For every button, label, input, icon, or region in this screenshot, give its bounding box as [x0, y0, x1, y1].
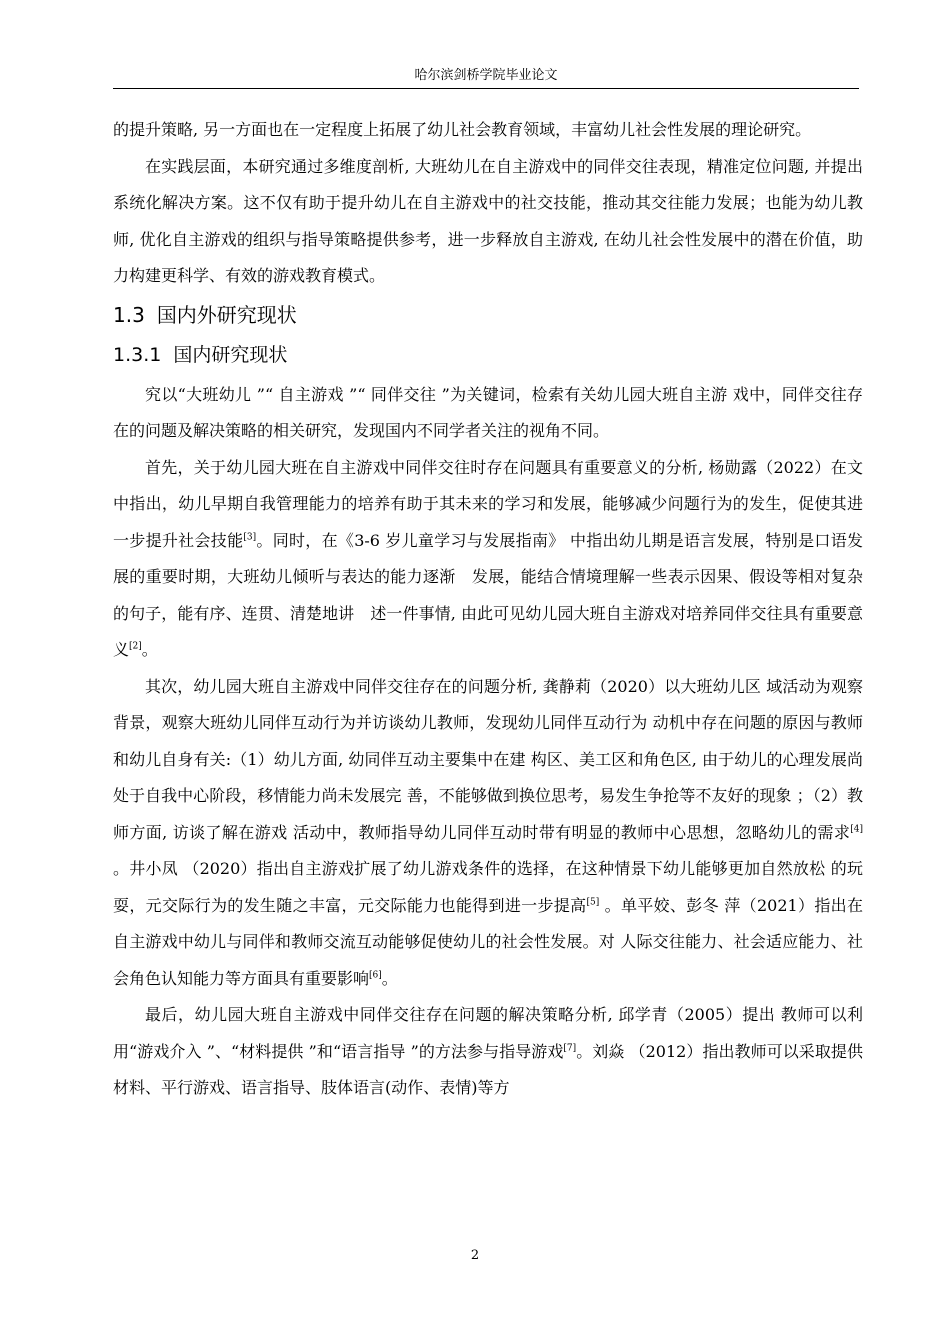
- paragraph-search: 究以“大班幼儿 ”“ 自主游戏 ”“ 同伴交往 ”为关键词，检索有关幼儿园大班自主游 戏中，同伴交往存在的问题及解决策略的相关研究，发现国内不同学者关注的视角不同。: [113, 384, 863, 440]
- citation-2: [2]: [129, 641, 142, 652]
- citation-4: [4]: [850, 824, 863, 835]
- paper-body: [113, 112, 863, 1107]
- section-heading-1-3: [113, 295, 863, 335]
- paragraph-last: [113, 997, 863, 1107]
- citation-6: [6]: [369, 970, 382, 981]
- paragraph-first: [113, 450, 863, 669]
- text-run: 。同时，在《3-6 岁儿童学习与发展指南》 中指出幼儿期是语言发展，特别是口语发展的重要时期，大班幼儿倾听与表达的能力逐渐 发展，能结合情境理解一些表示因果、假设等相对复杂的句子，能有序、连贯、清楚地讲 述一件事情, 由此可见幼儿园大班自主游戏对培养同伴交往具有重要意义: [113, 530, 863, 659]
- section-number: 1.3: [113, 302, 145, 327]
- subsection-title: 国内研究现状: [173, 343, 288, 366]
- text-run: 。: [381, 968, 398, 988]
- text-run: 。: [141, 640, 158, 659]
- subsection-heading-1-3-1: [113, 335, 863, 377]
- paragraph-practice: 在实践层面，本研究通过多维度剖析, 大班幼儿在自主游戏中的同伴交往表现，精准定位问题, 并提出系统化解决方案。这不仅有助于提升幼儿在自主游戏中的社交技能，推动其交往能力发展；也能为幼儿教师, 优化自主游戏的组织与指导策略提供参考，进一步释放自主游戏, 在幼儿社会性发展中的潜在价值，助力构建更科学、有效的游戏教育模式。: [113, 156, 863, 285]
- section-title: 国内外研究现状: [156, 302, 297, 327]
- subsection-number: 1.3.1: [113, 343, 162, 366]
- text-run: 。刘焱 （2012）指出教师可以采取提供材料、平行游戏、语言指导、肢体语言(动作、表情)等方: [113, 1041, 863, 1097]
- text-run: 首先，关于幼儿园大班在自主游戏中同伴交往时存在问题具有重要意义的分析, 杨勋露（2022）在文中指出，幼儿早期自我管理能力的培养有助于其未来的学习和发展，能够减少问题行为的发生，促使其进一步提升社会技能: [113, 457, 863, 550]
- citation-7: [7]: [563, 1043, 577, 1054]
- citation-5: [5]: [586, 897, 600, 908]
- page-number: 2: [470, 1248, 480, 1263]
- text-run: 。单平姣、彭冬 萍（2021）指出在自主游戏中幼儿与同伴和教师交流互动能够促使幼儿的社会性发展。对 人际交往能力、社会适应能力、社会角色认知能力等方面具有重要影响: [113, 895, 863, 988]
- text-run: 最后，幼儿园大班自主游戏中同伴交往存在问题的解决策略分析, 邱学青（2005）提出 教师可以利用“游戏介入 ”、“材料提供 ”和“语言指导 ”的方法参与指导游戏: [113, 1005, 863, 1061]
- text-run: 其次，幼儿园大班自主游戏中同伴交往存在的问题分析, 龚静莉（2020）以大班幼儿区 域活动为观察背景，观察大班幼儿同伴互动行为并访谈幼儿教师，发现幼儿同伴互动行为 动机中存在问题的原因与教师和幼儿自身有关:（1）幼儿方面, 幼同伴互动主要集中在建 构区、美工区和角色区, 由于幼儿的心理发展尚处于自我中心阶段，移情能力尚未发展完 善，不能够做到换位思考，易发生争抢等不友好的现象 ；（2）教师方面, 访谈了解在游戏 活动中，教师指导幼儿同伴互动时带有明显的教师中心思想，忽略幼儿的需求: [113, 676, 863, 842]
- paragraph-second: [113, 669, 863, 998]
- paragraph-continued: 的提升策略, 另一方面也在一定程度上拓展了幼儿社会教育领域，丰富幼儿社会性发展的理论研究。: [113, 120, 812, 139]
- text-run: 。井小凤 （2020）指出自主游戏扩展了幼儿游戏条件的选择，在这种情景下幼儿能够更加自然放松 的玩耍，元交际行为的发生随之丰富，元交际能力也能得到进一步提高: [113, 859, 863, 915]
- citation-3: [3]: [243, 532, 257, 543]
- running-header: 哈尔滨剑桥学院毕业论文: [414, 68, 558, 83]
- header-rule: [113, 88, 859, 89]
